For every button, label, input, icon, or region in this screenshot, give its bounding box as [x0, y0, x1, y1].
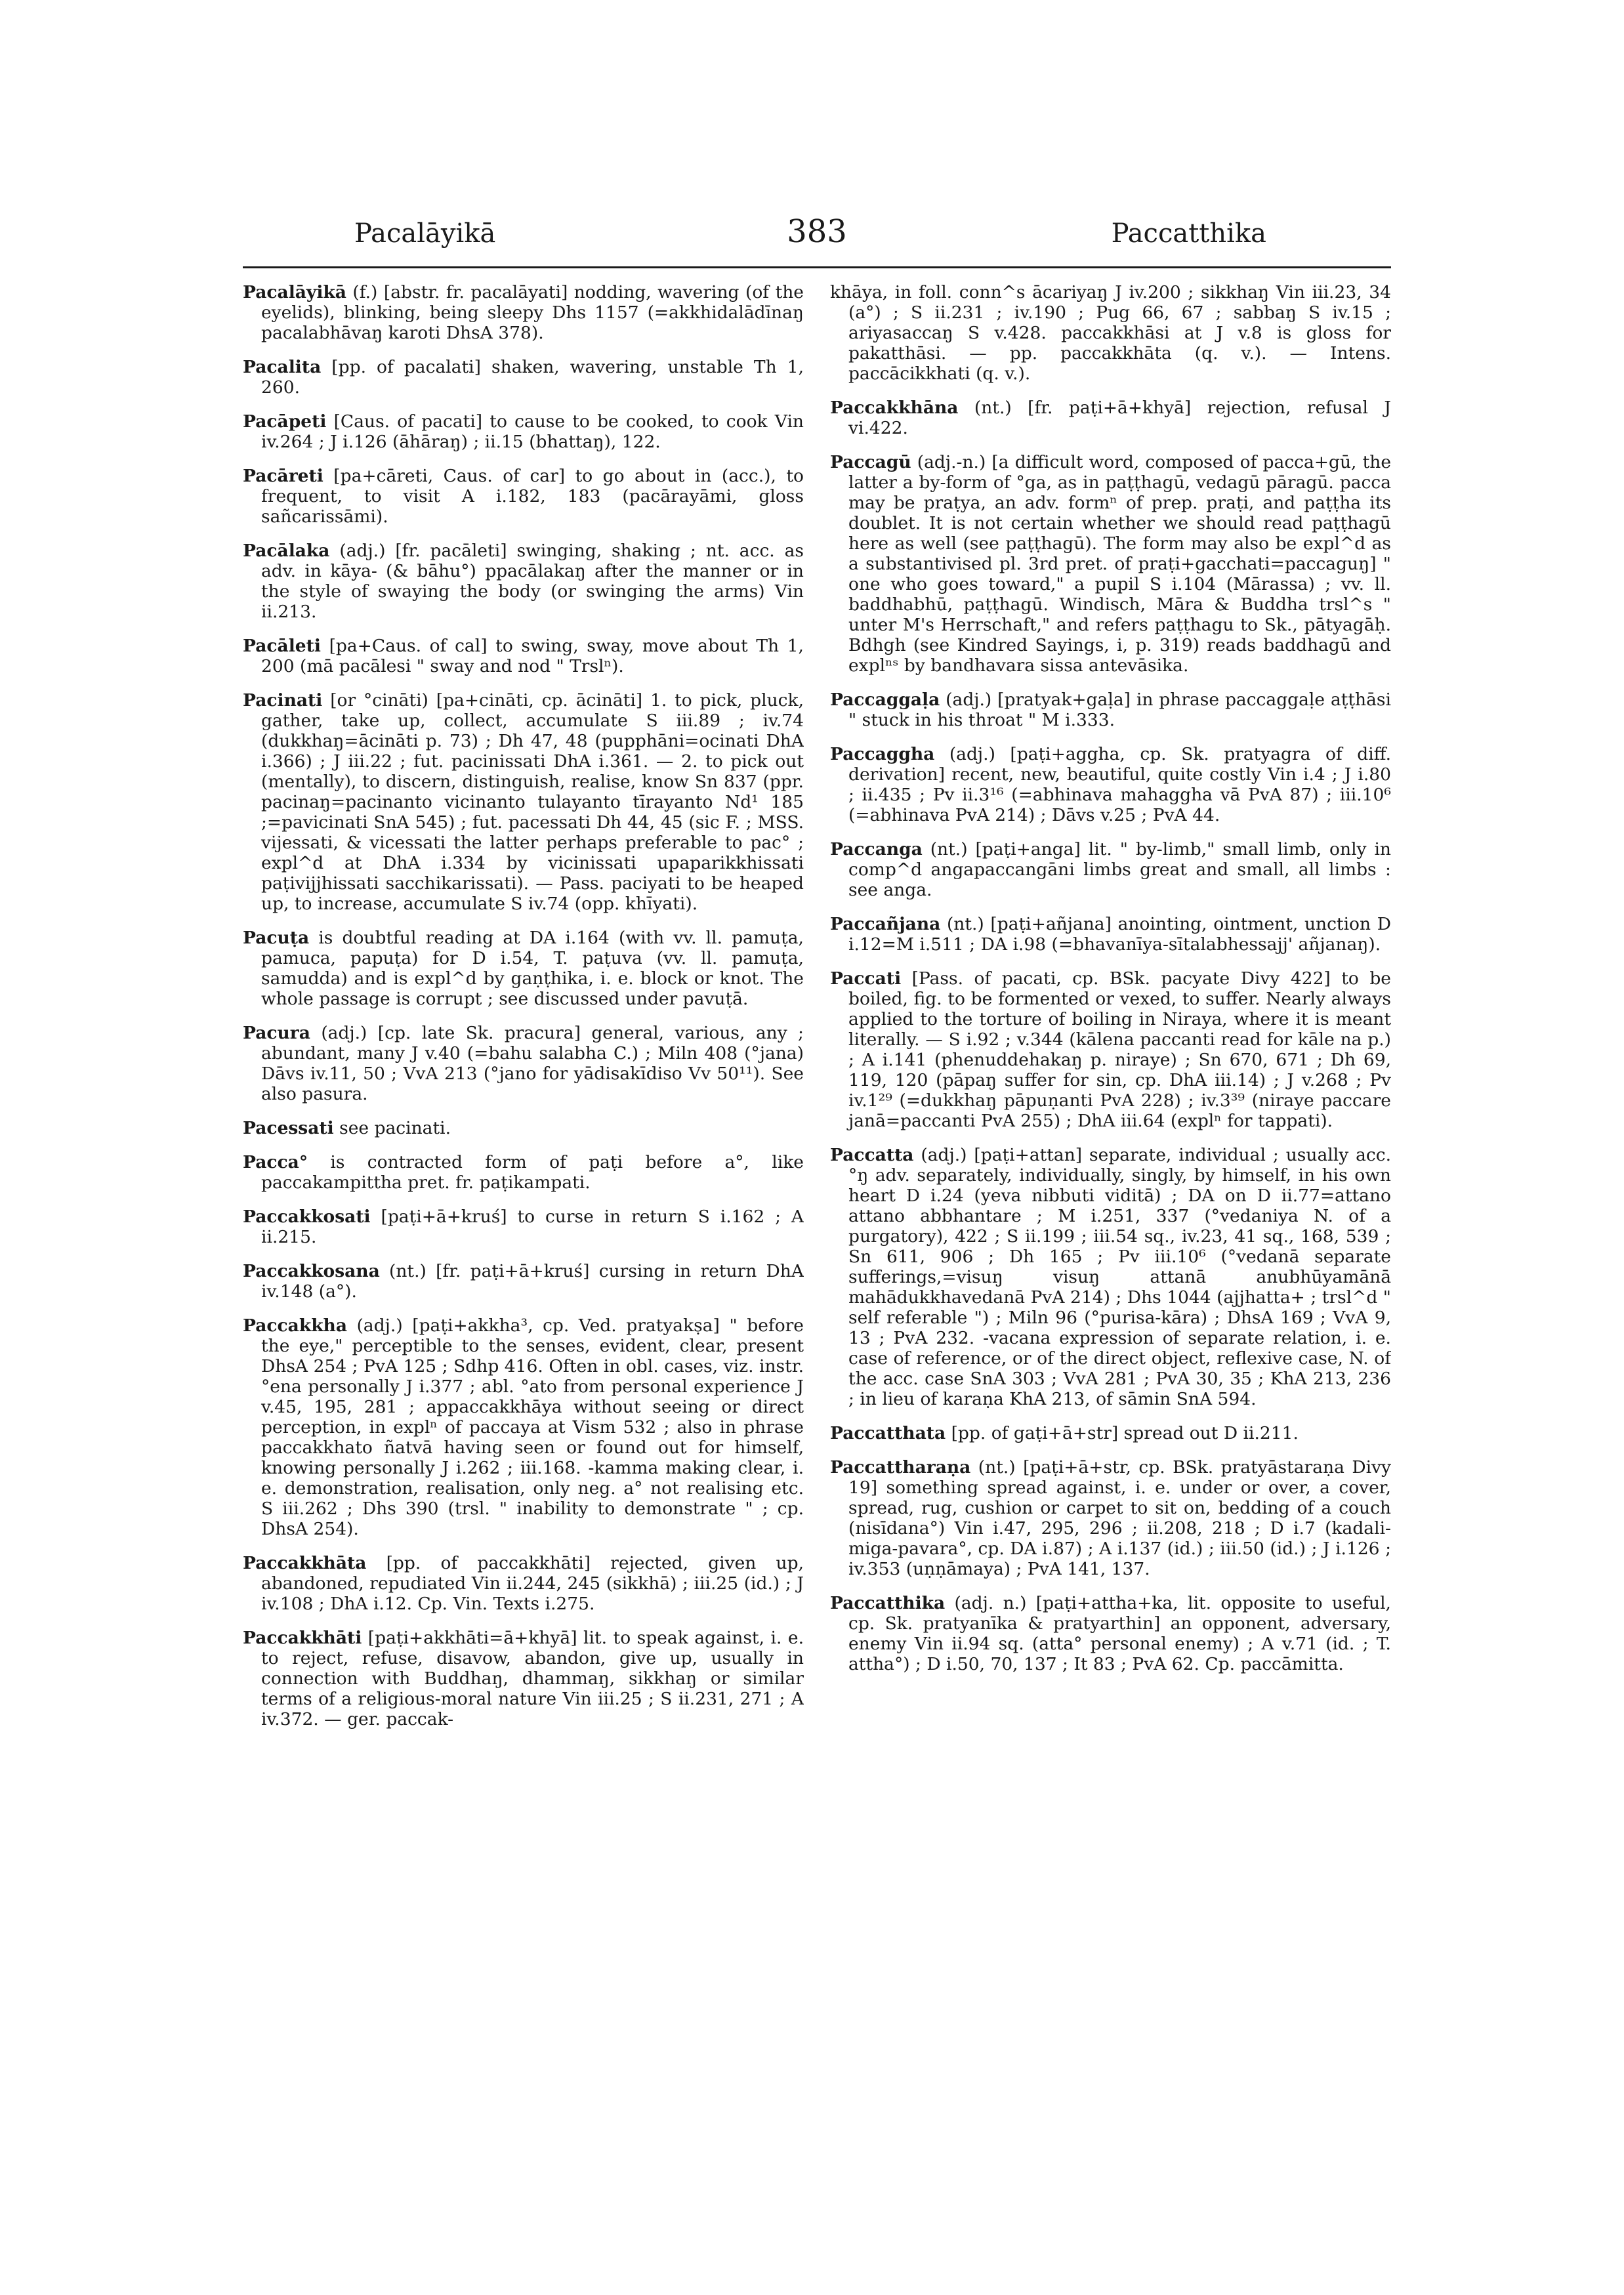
entry-definition: (adj. n.) [paṭi+attha+ka, lit. opposite to useful, cp. Sk. pratyanīka & pratyarthin] an opponent, adversary, enemy Vin ii.94 sq. (atta° personal enemy) ; A v.71 (id. ; T. attha°) ; D i.50, 70, 137 ; It 83 ; PvA 62. Cp. paccāmitta. — [848, 1593, 1391, 1674]
entry-headword: Paccaggha — [830, 744, 935, 764]
entry-definition: is doubtful reading at DA i.164 (with vv. ll. pamuṭa, pamuca, papuṭa) for D i.54, T. paṭuva (vv. ll. pamuṭa, samudda) and is expl^d by gaṇṭhika, i. e. block or knot. The whole passage is corrupt ; see discussed under pavuṭā. — [261, 928, 804, 1009]
dictionary-entry — [830, 744, 1391, 825]
entry-definition: (nt.) [paṭi+anga] lit. " by-limb," small limb, only in comp^d angapaccangāni limbs great and small, all limbs : see anga. — [848, 839, 1391, 900]
entry-definition: see pacinati. — [333, 1118, 451, 1138]
dictionary-entry — [243, 1023, 804, 1104]
entry-headword: Pacinati — [243, 690, 323, 711]
dictionary-entry — [830, 914, 1391, 955]
entry-definition: (nt.) [paṭi+ā+str, cp. BSk. pratyāstaraṇa Divy 19] something spread against, i. e. under or over, a cover, spread, rug, cushion or carpet to sit on, bedding of a couch (nisīdana°) Vin i.47, 295, 296 ; ii.208, 218 ; D i.7 (kadali-miga-pavara°, cp. DA i.87) ; A i.137 (id.) ; iii.50 (id.) ; J i.126 ; iv.353 (uṇṇāmaya) ; PvA 141, 137. — [848, 1457, 1391, 1579]
entry-definition: (adj.-n.) [a difficult word, composed of pacca+gū, the latter a by-form of °ga, as in paṭṭhagū, vedagū pāragū. pacca may be praṭya, an adv. formⁿ of prep. praṭi, and paṭṭha its doublet. It is not certain whether we should read paṭṭhagū here as well (see paṭṭhagū). The form may also be expl^d as a substantivised pl. 3rd pret. of praṭi+gacchati=paccaguŋ] " one who goes toward," a pupil S i.104 (Mārassa) ; vv. ll. baddhabhū, paṭṭhagū. Windisch, Māra & Buddha trsl^s " unter M's Herrschaft," and refers paṭṭhagu to Sk., pātyagāḥ. Bdhgh (see Kindred Sayings, i, p. 319) reads baddhagū and explⁿˢ by bandhavara sissa antevāsika. — [848, 452, 1391, 676]
entry-headword: Paccakkhāta — [243, 1553, 367, 1573]
dictionary-entry — [243, 1315, 804, 1539]
entry-headword: Paccatthika — [830, 1593, 946, 1613]
entry-headword: Paccakkosati — [243, 1207, 371, 1227]
entry-definition: (f.) [abstr. fr. pacalāyati] nodding, wavering (of the eyelids), blinking, being sleepy Dhs 1157 (=akkhidalādīnaŋ pacalabhāvaŋ karoti DhsA 378). — [261, 282, 804, 343]
entry-headword: Paccatta — [830, 1145, 914, 1165]
entry-definition: khāya, in foll. conn^s ācariyaŋ J iv.200 ; sikkhaŋ Vin iii.23, 34 (a°) ; S ii.231 ; iv.190 ; Pug 66, 67 ; sabbaŋ S iv.15 ; ariyasaccaŋ S v.428. paccakkhāsi at J v.8 is gloss for pakatthāsi. — pp. paccakkhāta (q. v.). — Intens. paccācikkhati (q. v.). — [830, 282, 1391, 384]
entry-headword: Paccanga — [830, 839, 923, 859]
entry-definition: (adj.) [fr. pacāleti] swinging, shaking ; nt. acc. as adv. in kāya- (& bāhu°) ppacālakaŋ after the manner or in the style of swaying the body (or swinging the arms) Vin ii.213. — [261, 541, 804, 622]
entry-headword: Paccakkha — [243, 1315, 347, 1336]
entry-definition: [pa+cāreti, Caus. of car] to go about in (acc.), to frequent, to visit A i.182, 183 (pacārayāmi, gloss sañcarissāmi). — [261, 466, 804, 527]
entry-definition: [or °cināti) [pa+cināti, cp. ācināti] 1. to pick, pluck, gather, take up, collect, accumulate S iii.89 ; iv.74 (dukkhaŋ=ācināti p. 73) ; Dh 47, 48 (pupphāni=ocinati DhA i.366) ; J iii.22 ; fut. pacinissati DhA i.361. — 2. to pick out (mentally), to discern, distinguish, realise, know Sn 837 (ppr. pacinaŋ=pacinanto vicinanto tulayanto tīrayanto Nd¹ 185 ;=pavicinati SnA 545) ; fut. pacessati Dh 44, 45 (sic F. ; MSS. vijessati, & vicessati the latter perhaps preferable to pac° ; expl^d at DhA i.334 by vicinissati upaparikkhissati paṭivijjhissati sacchikarissati). — Pass. paciyati to be heaped up, to increase, accumulate S iv.74 (opp. khīyati). — [261, 690, 804, 914]
dictionary-entry — [830, 1593, 1391, 1674]
entry-headword: Paccakkosana — [243, 1261, 380, 1281]
entry-headword: Paccaggaḷa — [830, 690, 940, 710]
entry-definition: (nt.) [fr. paṭi+ā+kruś] cursing in return DhA iv.148 (a°). — [261, 1261, 804, 1302]
entry-headword: Pacuṭa — [243, 928, 310, 948]
right-column — [830, 282, 1391, 2139]
entry-headword: Paccatthata — [830, 1423, 946, 1443]
dictionary-entry — [243, 1118, 804, 1138]
entry-headword: Paccañjana — [830, 914, 941, 934]
dictionary-entry — [243, 1553, 804, 1614]
entry-headword: Pacāreti — [243, 466, 323, 486]
header-last-headword: Paccatthika — [1111, 218, 1266, 249]
entry-definition: (nt.) [paṭi+añjana] anointing, ointment, unction D i.12=M i.511 ; DA i.98 (=bhavanīya-sītalabhessajj' añjanaŋ). — [848, 914, 1391, 955]
entry-headword: Paccakkhāti — [243, 1628, 362, 1648]
entry-headword: Paccagū — [830, 452, 911, 472]
entry-definition: [paṭi+ā+kruś] to curse in return S i.162 ; A ii.215. — [261, 1207, 804, 1247]
entry-headword: Pacāleti — [243, 636, 321, 656]
dictionary-entry — [830, 398, 1391, 438]
dictionary-entry — [243, 636, 804, 676]
header-rule — [243, 266, 1391, 268]
entry-headword: Pacca° — [243, 1152, 308, 1172]
dictionary-entry — [830, 1457, 1391, 1579]
dictionary-entry — [830, 452, 1391, 676]
dictionary-entry — [243, 357, 804, 398]
entry-definition: [Caus. of pacati] to cause to be cooked, to cook Vin iv.264 ; J i.126 (āhāraŋ) ; ii.15 (bhattaŋ), 122. — [261, 411, 804, 452]
dictionary-entry — [243, 282, 804, 343]
entry-definition: [Pass. of pacati, cp. BSk. pacyate Divy 422] to be boiled, fig. to be formented or vexed, to suffer. Nearly always applied to the torture of boiling in Niraya, where it is meant literally. — S i.92 ; v.344 (kālena paccanti read for kāle na p.) ; A i.141 (phenuddehakaŋ p. niraye) ; Sn 670, 671 ; Dh 69, 119, 120 (pāpaŋ suffer for sin, cp. DhA iii.14) ; J v.268 ; Pv iv.1²⁹ (=dukkhaŋ pāpuṇanti PvA 228) ; iv.3³⁹ (niraye paccare janā=paccanti PvA 255) ; DhA iii.64 (explⁿ for tappati). — [848, 968, 1391, 1131]
entry-definition: [pp. of gaṭi+ā+str] spread out D ii.211. — [946, 1423, 1299, 1443]
dictionary-entry — [243, 1152, 804, 1193]
entry-headword: Pacura — [243, 1023, 310, 1043]
entry-definition: (nt.) [fr. paṭi+ā+khyā] rejection, refusal J vi.422. — [848, 398, 1391, 438]
entry-headword: Pacāpeti — [243, 411, 327, 432]
entry-headword: Paccakkhāna — [830, 398, 959, 418]
left-column — [243, 282, 804, 2139]
entry-definition: (adj.) [paṭi+attan] separate, individual ; usually acc. °ŋ adv. separately, individually, singly, by himself, in his own heart D i.24 (yeva nibbuti viditā) ; DA on D ii.77=attano attano abbhantare ; M i.251, 337 (°vedaniya N. of a purgatory), 422 ; S ii.199 ; iii.54 sq., iv.23, 41 sq., 168, 539 ; Sn 611, 906 ; Dh 165 ; Pv iii.10⁶ (°vedanā separate sufferings,=visuŋ visuŋ attanā anubhūyamānā mahādukkhavedanā PvA 214) ; Dhs 1044 (ajjhatta+ ; trsl^d " self referable ") ; Miln 96 (°purisa-kāra) ; DhsA 169 ; VvA 9, 13 ; PvA 232. -vacana expression of separate relation, i. e. case of reference, or of the direct object, reflexive case, N. of the acc. case SnA 303 ; VvA 281 ; PvA 30, 35 ; KhA 213, 236 ; in lieu of karaṇa KhA 213, of sāmin SnA 594. — [848, 1145, 1391, 1409]
header-first-headword: Pacalāyikā — [354, 218, 496, 249]
entry-definition: is contracted form of paṭi before a°, like paccakampittha pret. fr. paṭikampati. — [261, 1152, 804, 1193]
dictionary-entry — [243, 928, 804, 1009]
entry-definition: (adj.) [paṭi+akkha³, cp. Ved. pratyakṣa] " before the eye," perceptible to the senses, evident, clear, present DhsA 254 ; PvA 125 ; Sdhp 416. Often in obl. cases, viz. instr. °ena personally J i.377 ; abl. °ato from personal experience J v.45, 195, 281 ; appaccakkhāya without seeing or direct perception, in explⁿ of paccaya at Vism 532 ; also in phrase paccakkhato ñatvā having seen or found out for himself, knowing personally J i.262 ; iii.168. -kamma making clear, i. e. demonstration, realisation, only neg. a° not realising etc. S iii.262 ; Dhs 390 (trsl. " inability to demonstrate " ; cp. DhsA 254). — [261, 1315, 804, 1539]
page-number: 383 — [787, 213, 847, 250]
dictionary-entry — [243, 411, 804, 452]
entry-definition: [pa+Caus. of cal] to swing, sway, move about Th 1, 200 (mā pacālesi " sway and nod " Trslⁿ). — [261, 636, 804, 676]
entry-definition: [paṭi+akkhāti=ā+khyā] lit. to speak against, i. e. to reject, refuse, disavow, abandon, give up, usually in connection with Buddhaŋ, dhammaŋ, sikkhaŋ or similar terms of a religious-moral nature Vin iii.25 ; S ii.231, 271 ; A iv.372. — ger. paccak- — [261, 1628, 804, 1729]
entry-headword: Pacālaka — [243, 541, 330, 561]
entry-definition: (adj.) [pratyak+gaḷa] in phrase paccaggaḷe aṭṭhāsi " stuck in his throat " M i.333. — [848, 690, 1391, 730]
dictionary-entry — [830, 968, 1391, 1131]
entry-definition: [pp. of paccakkhāti] rejected, given up, abandoned, repudiated Vin ii.244, 245 (sikkhā) ; iii.25 (id.) ; J iv.108 ; DhA i.12. Cp. Vin. Texts i.275. — [261, 1553, 804, 1614]
running-header — [243, 213, 1391, 269]
dictionary-entry — [830, 1145, 1391, 1409]
entry-definition: (adj.) [cp. late Sk. pracura] general, various, any ; abundant, many J v.40 (=bahu salabha C.) ; Miln 408 (°jana) Dāvs iv.11, 50 ; VvA 213 (°jano for yādisakīdiso Vv 50¹¹). See also pasura. — [261, 1023, 804, 1104]
dictionary-entry — [243, 1628, 804, 1729]
dictionary-entry — [830, 1423, 1391, 1443]
entry-headword: Pacalita — [243, 357, 322, 377]
dictionary-entry — [243, 690, 804, 914]
entry-headword: Paccati — [830, 968, 902, 989]
entry-headword: Paccattharaṇa — [830, 1457, 971, 1478]
dictionary-entry — [243, 541, 804, 622]
dictionary-entry — [830, 282, 1391, 384]
dictionary-entry — [830, 839, 1391, 900]
dictionary-entry — [243, 1261, 804, 1302]
dictionary-entry — [830, 690, 1391, 730]
entry-definition: [pp. of pacalati] shaken, wavering, unstable Th 1, 260. — [261, 357, 804, 398]
entry-headword: Pacessati — [243, 1118, 334, 1138]
dictionary-entry — [243, 1207, 804, 1247]
dictionary-entry — [243, 466, 804, 527]
entry-headword: Pacalāyikā — [243, 282, 346, 302]
entry-definition: (adj.) [paṭi+aggha, cp. Sk. pratyagra of diff. derivation] recent, new, beautiful, quite costly Vin i.4 ; J i.80 ; ii.435 ; Pv ii.3¹⁶ (=abhinava mahaggha vā PvA 87) ; iii.10⁶ (=abhinava PvA 214) ; Dāvs v.25 ; PvA 44. — [848, 744, 1391, 825]
